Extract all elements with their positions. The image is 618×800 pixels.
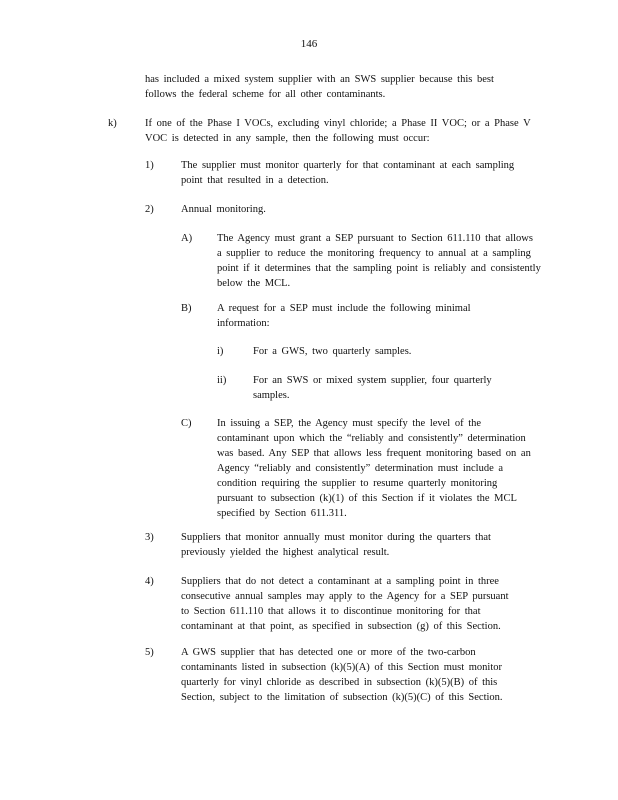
- item-3-label: 3): [145, 532, 154, 543]
- item-5-label: 5): [145, 647, 154, 658]
- item-2a-text: The Agency must grant a SEP pursuant to Section 611.110 that allows a supplier to reduce the monitoring frequency to annual at a sampling point if it determines that the sampling point is reliably and consistently below the MCL.: [217, 233, 541, 289]
- item-4-text: Suppliers that do not detect a contaminant at a sampling point in three consecutive annual samples may apply to the Agency for a SEP pursuant to Section 611.110 that allows it to discontinue monitoring for that contaminant at that point, as specified in subsection (g) of this Section.: [181, 576, 509, 632]
- item-2-text: Annual monitoring.: [181, 204, 266, 215]
- item-2b-i-text: For a GWS, two quarterly samples.: [253, 346, 412, 357]
- item-2b-text: A request for a SEP must include the following minimal information:: [217, 303, 471, 329]
- item-2b-ii-label: ii): [217, 375, 227, 386]
- item-2c-label: C): [181, 418, 192, 429]
- item-2b-label: B): [181, 303, 192, 314]
- item-2a-label: A): [181, 233, 193, 244]
- page-number: 146: [300, 38, 318, 50]
- item-1-label: 1): [145, 160, 154, 171]
- item-2-label: 2): [145, 204, 154, 215]
- subsection-k-text: If one of the Phase I VOCs, excluding vinyl chloride; a Phase II VOC; or a Phase V VOC is detected in any sample, then the following must occur:: [145, 118, 531, 144]
- item-1-text: The supplier must monitor quarterly for that contaminant at each sampling point that resulted in a detection.: [181, 160, 515, 186]
- subsection-k-label: k): [108, 118, 117, 129]
- item-3-text: Suppliers that monitor annually must monitor during the quarters that previously yielded the highest analytical result.: [181, 532, 491, 558]
- item-4-label: 4): [145, 576, 154, 587]
- intro-paragraph: has included a mixed system supplier with an SWS supplier because this best follows the federal scheme for all other contaminants.: [145, 74, 494, 100]
- item-2c-text: In issuing a SEP, the Agency must specify the level of the contaminant upon which the “reliably and consistently” determination was based. Any SEP that allows less frequent monitoring based on an Agency “reliably and consistently” determination must include a condition requiring the supplier to resume quarterly monitoring pursuant to subsection (k)(1) of this Section if it violates the MCL specified by Section 611.311.: [217, 418, 531, 519]
- item-2b-i-label: i): [217, 346, 224, 357]
- item-5-text: A GWS supplier that has detected one or more of the two-carbon contaminants listed in subsection (k)(5)(A) of this Section must monitor quarterly for vinyl chloride as described in subsection (k)(5)(B) of this Section, subject to the limitation of subsection (k)(5)(C) of this Section.: [181, 647, 503, 703]
- item-2b-ii-text: For an SWS or mixed system supplier, four quarterly samples.: [253, 375, 492, 401]
